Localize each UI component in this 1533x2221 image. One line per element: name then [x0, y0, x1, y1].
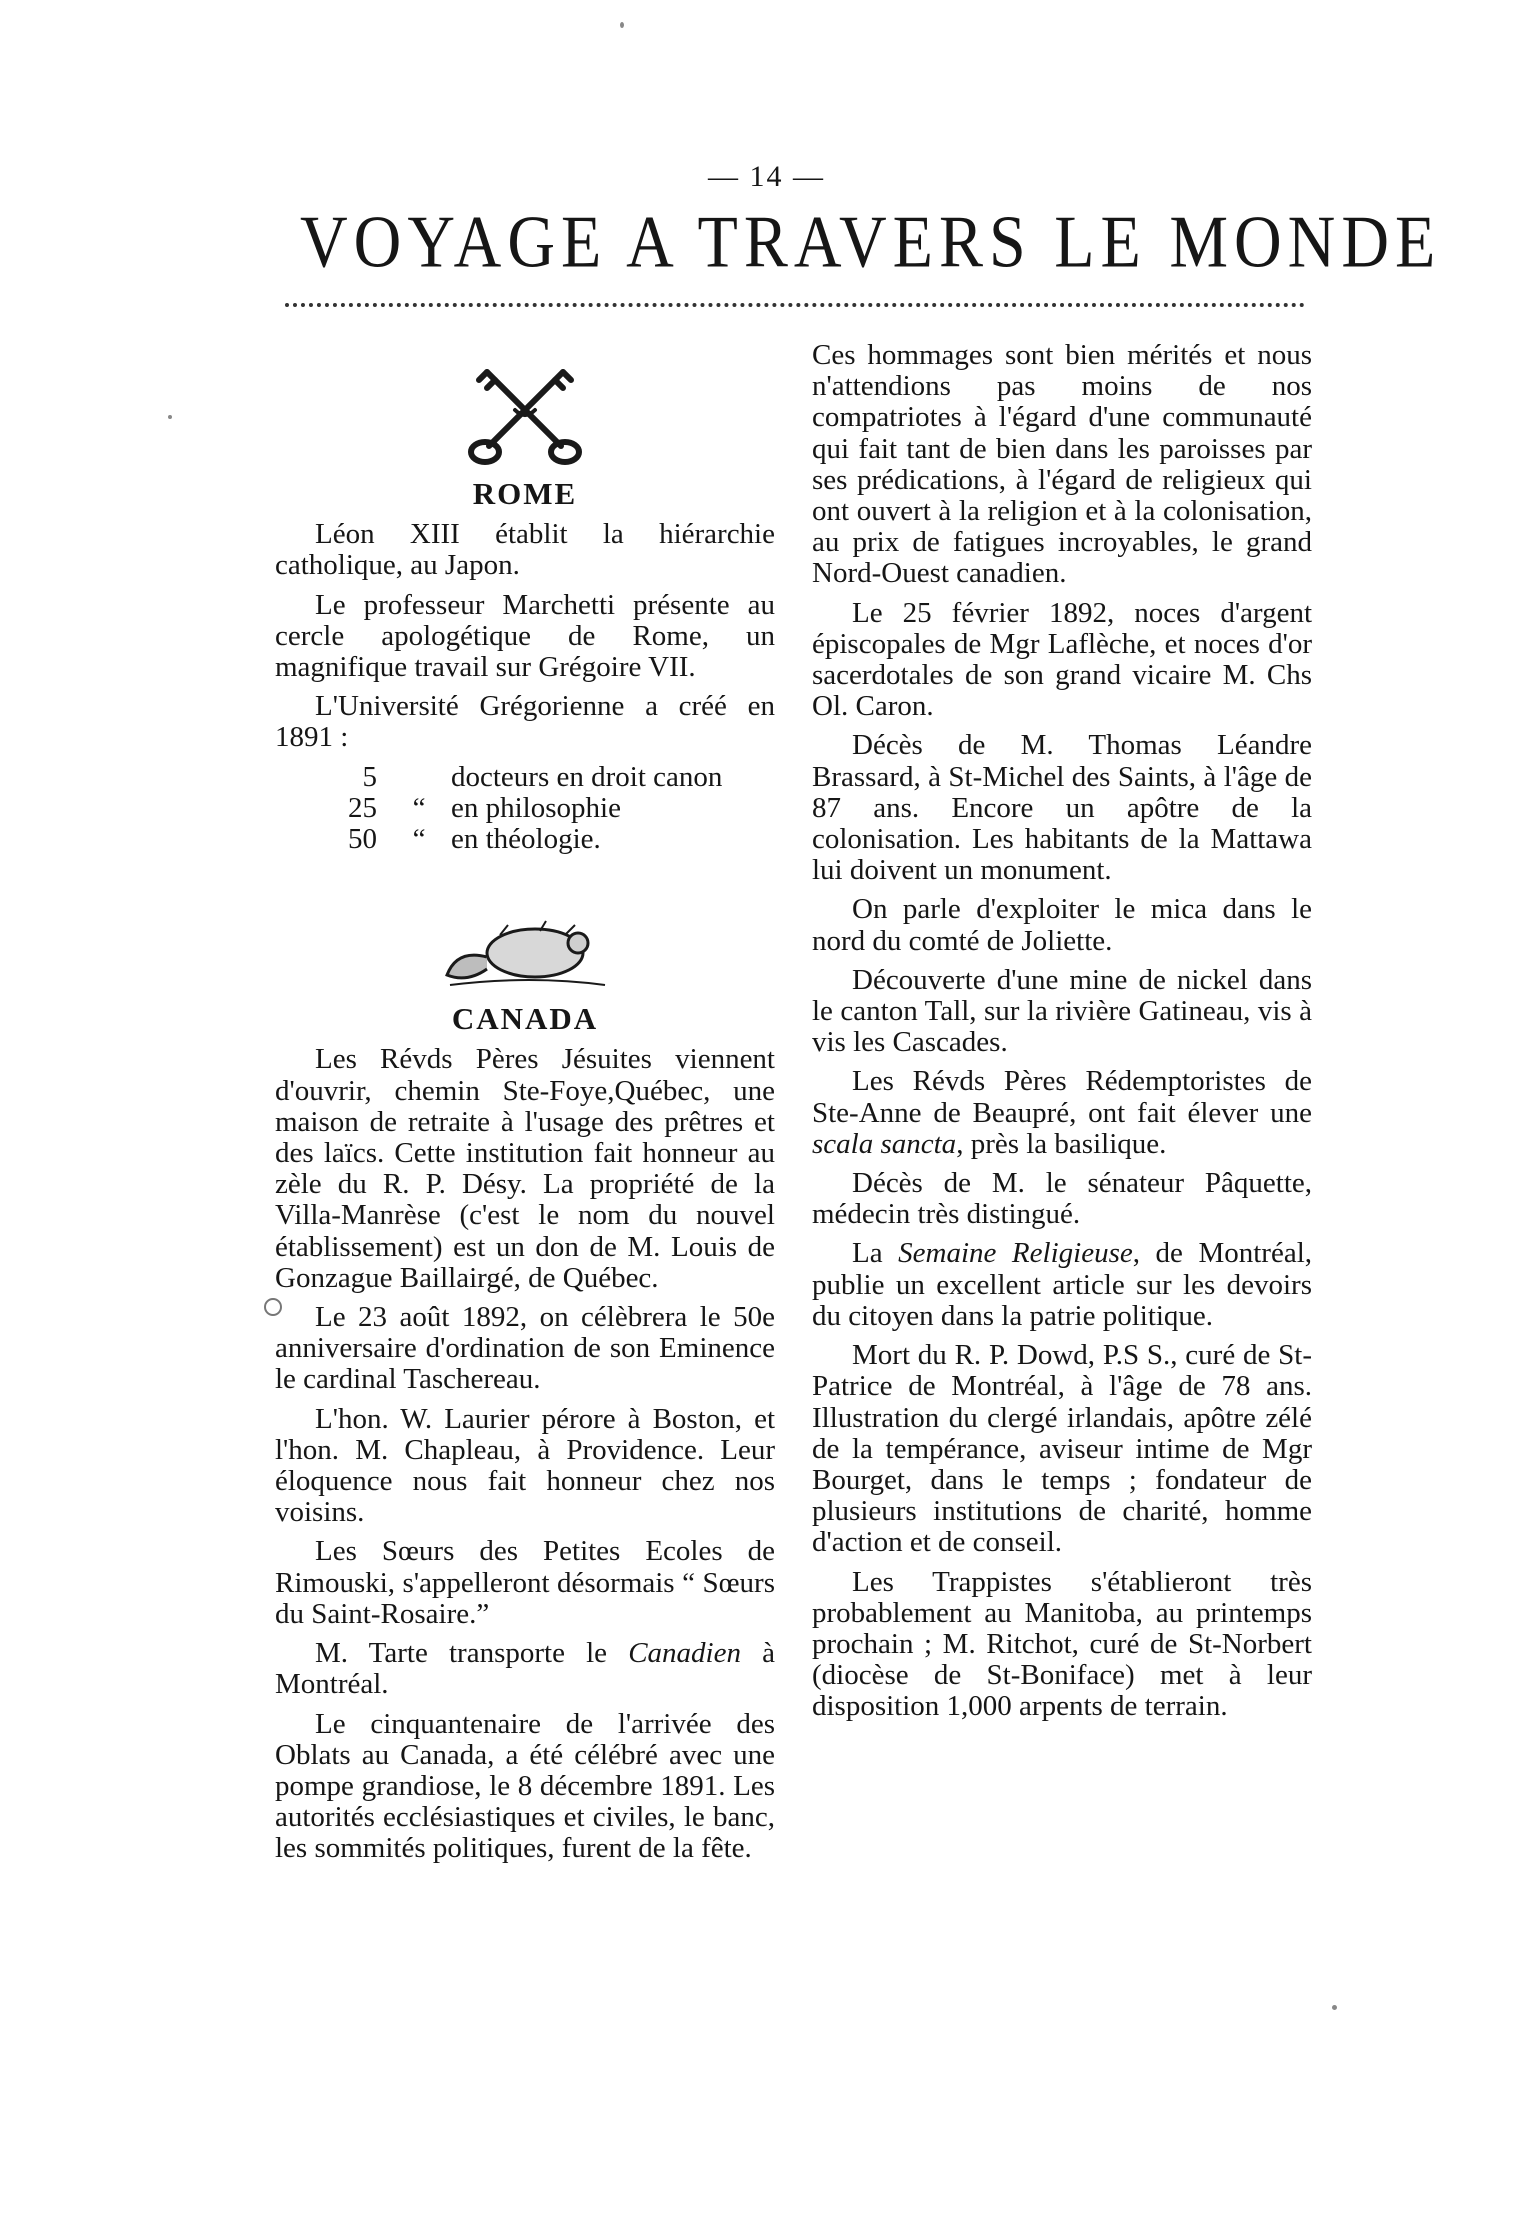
italic-title: Canadien	[628, 1637, 741, 1670]
scan-speck	[1332, 2005, 1337, 2010]
crossed-keys-icon	[465, 350, 585, 470]
paragraph: Les Sœurs des Petites Ecoles de Rimouski, s'appelleront désormais “ Sœurs du Saint-Rosaire.”	[275, 1535, 775, 1630]
paragraph: Ces hommages sont bien mérités et nous n'attendions pas moins de nos compatriotes à l'égard d'une communauté qui fait tant de bien dans les paroisses par ses prédications, à l'égard de religieux qui ont ouvert à la religion et à la colonisation, au prix de fatigues incroyables, le grand Nord-Ouest canadien.	[812, 339, 1312, 590]
paragraph: L'hon. W. Laurier pérore à Boston, et l'hon. M. Chapleau, à Providence. Leur éloquence nous fait honneur chez nos voisins.	[275, 1402, 775, 1529]
scan-speck	[264, 1298, 282, 1316]
paragraph: Les Révds Pères Jésuites viennent d'ouvrir, chemin Ste-Foye,Québec, une maison de retraite à l'usage des prêtres et des laïcs. Cette institution fait honneur au zèle du R. P. Désy. La propriété de la Villa-Manrèse (c'est le nom du nouvel établissement) est un don de M. Louis de Gonzague Baillairgé, de Québec.	[275, 1043, 775, 1294]
italic-title: Semaine Religieuse	[898, 1237, 1133, 1270]
text-run: La	[852, 1237, 899, 1270]
paragraph: Découverte d'une mine de nickel dans le canton Tall, sur la rivière Gatineau, vis à vis les Cascades.	[812, 963, 1312, 1059]
beaver-icon	[440, 905, 610, 995]
stat-number: 25	[348, 791, 377, 824]
stat-ditto: “	[412, 791, 426, 824]
stat-label: docteurs en droit canon	[451, 760, 723, 793]
paragraph: Le 25 février 1892, noces d'argent épiscopales de Mgr Laflèche, et noces d'or sacerdotales de son grand vicaire M. Chs Ol. Caron.	[812, 596, 1312, 723]
section-heading-rome: ROME	[472, 476, 578, 511]
paragraph: L'Université Grégorienne a créé en 1891 :	[275, 690, 775, 754]
text-run: Les Révds Pères Rédemptoristes de Ste-Anne de Beaupré, ont fait élever une	[812, 1065, 1312, 1129]
paragraph	[812, 1066, 1312, 1160]
stat-label: en philosophie	[451, 791, 621, 824]
scan-speck	[168, 415, 172, 419]
paragraph: Le 23 août 1892, on célèbrera le 50e anniversaire d'ordination de son Eminence le cardinal Taschereau.	[275, 1301, 775, 1396]
paragraph: Le professeur Marchetti présente au cercle apologétique de Rome, un magnifique travail sur Grégoire VII.	[275, 588, 775, 684]
stat-number: 5	[362, 760, 377, 793]
right-column	[812, 340, 1312, 1731]
stats-table	[315, 762, 775, 856]
text-run: , près la basilique.	[956, 1127, 1167, 1160]
page-title: VOYAGE A TRAVERS LE MONDE	[300, 201, 1442, 284]
scan-speck	[620, 22, 624, 28]
stat-row	[315, 793, 775, 824]
paragraph: Les Trappistes s'établieront très probablement au Manitoba, au printemps prochain ; M. Ritchot, curé de St-Norbert (diocèse de St-Boniface) met à leur disposition 1,000 arpents de terrain.	[812, 1565, 1312, 1723]
left-column	[275, 340, 775, 1873]
italic-phrase: scala sancta	[812, 1127, 957, 1160]
text-run: , de Montréal, publie un excellent article sur les devoirs du citoyen dans la patrie politique.	[812, 1237, 1313, 1332]
stat-ditto	[387, 762, 451, 793]
stat-row	[315, 824, 775, 855]
paragraph: Décès de M. Thomas Léandre Brassard, à St-Michel des Saints, à l'âge de 87 ans. Encore un apôtre de la colonisation. Les habitants de la Mattawa lui doivent un monument.	[812, 729, 1312, 887]
paragraph: On parle d'exploiter le mica dans le nord du comté de Joliette.	[812, 893, 1312, 957]
paragraph: Léon XIII établit la hiérarchie catholique, au Japon.	[275, 518, 775, 582]
title-divider	[285, 303, 1305, 307]
text-run: à Montréal.	[275, 1637, 775, 1701]
paragraph	[275, 1638, 775, 1700]
section-heading-canada: CANADA	[451, 1001, 599, 1037]
paragraph: Mort du R. P. Dowd, P.S S., curé de St-Patrice de Montréal, à l'âge de 78 ans. Illustration du clergé irlandais, apôtre zélé de la tempérance, aviseur intime de Mgr Bourget, dans le temps ; fondateur de plusieurs institutions de charité, homme d'action et de conseil.	[812, 1339, 1312, 1559]
text-run: M. Tarte transporte le	[315, 1637, 629, 1670]
paragraph	[812, 1238, 1312, 1332]
stat-label: en théologie.	[451, 823, 601, 856]
stat-number: 50	[348, 823, 377, 856]
paragraph: Le cinquantenaire de l'arrivée des Oblats au Canada, a été célébré avec une pompe grandiose, le 8 décembre 1891. Les autorités ecclésiastiques et civiles, le banc, les sommités politiques, furent de la fête.	[275, 1707, 775, 1865]
page-number: — 14 —	[708, 160, 825, 193]
stat-row	[315, 762, 775, 793]
stat-ditto: “	[412, 823, 426, 856]
paragraph: Décès de M. le sénateur Pâquette, médecin très distingué.	[812, 1167, 1312, 1231]
